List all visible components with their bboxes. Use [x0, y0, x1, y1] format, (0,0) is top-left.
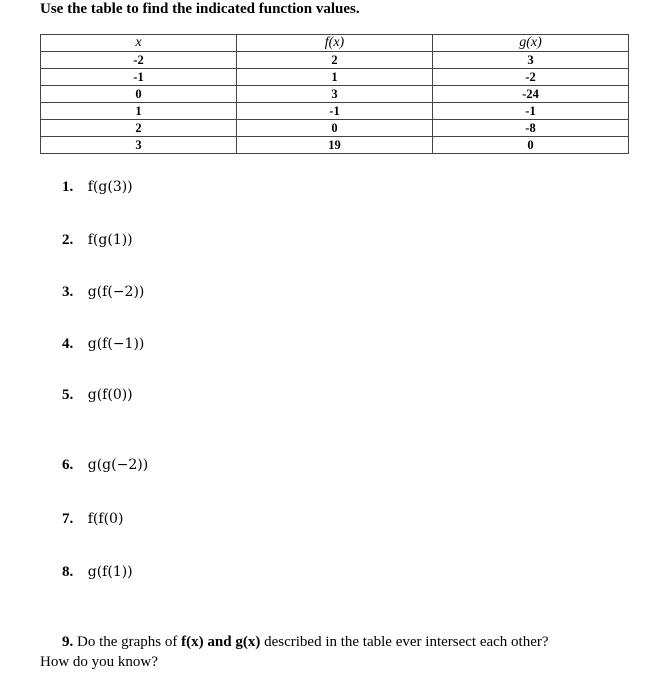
problem-1: [62, 178, 133, 196]
table-cell-fx: 2: [237, 52, 433, 69]
table-row: [41, 120, 629, 137]
problem-5: [62, 386, 133, 404]
question-9-number: 9.: [62, 634, 74, 650]
problem-8: [62, 563, 133, 581]
problem-number: 1.: [62, 179, 74, 195]
table-cell-x: 3: [41, 137, 237, 154]
table-cell-fx: -1: [237, 103, 433, 120]
table-cell-x: 2: [41, 120, 237, 137]
function-values-table: [40, 34, 629, 154]
table-cell-fx: 0: [237, 120, 433, 137]
question-9-text-part1: Do the graphs of: [77, 634, 178, 650]
table-cell-gx: -2: [433, 69, 629, 86]
question-9: [40, 632, 630, 672]
header-gx: g(x): [433, 35, 629, 52]
table-row: [41, 103, 629, 120]
table-header-row: [41, 35, 629, 52]
table-cell-gx: 3: [433, 52, 629, 69]
table-cell-x: 0: [41, 86, 237, 103]
table-row: [41, 137, 629, 154]
problem-number: 5.: [62, 387, 74, 403]
problem-expression: f(f(0): [87, 511, 124, 527]
problem-number: 3.: [62, 284, 74, 300]
problem-3: [62, 283, 144, 301]
problem-expression: g(f(−1)): [87, 336, 145, 352]
table-cell-fx: 1: [237, 69, 433, 86]
problem-expression: f(g(1)): [87, 232, 133, 248]
table-cell-fx: 19: [237, 137, 433, 154]
problem-number: 8.: [62, 564, 74, 580]
question-9-line2: How do you know?: [40, 654, 158, 670]
table-cell-x: 1: [41, 103, 237, 120]
problem-number: 2.: [62, 232, 74, 248]
table-cell-gx: -1: [433, 103, 629, 120]
problem-number: 7.: [62, 511, 74, 527]
header-x: x: [41, 35, 237, 52]
problem-expression: g(f(−2)): [87, 284, 145, 300]
problem-6: [62, 456, 148, 474]
table-cell-x: -1: [41, 69, 237, 86]
problem-expression: g(f(1)): [87, 564, 133, 580]
question-9-gx: g(x): [235, 634, 261, 650]
problem-7: [62, 510, 123, 528]
question-9-fx: f(x): [181, 634, 204, 650]
table-cell-gx: -24: [433, 86, 629, 103]
problem-number: 6.: [62, 457, 74, 473]
header-fx: f(x): [237, 35, 433, 52]
table-row: [41, 52, 629, 69]
table-row: [41, 86, 629, 103]
problem-2: [62, 231, 133, 249]
table-cell-gx: -8: [433, 120, 629, 137]
table-row: [41, 69, 629, 86]
table-cell-gx: 0: [433, 137, 629, 154]
table-cell-fx: 3: [237, 86, 433, 103]
problem-number: 4.: [62, 336, 74, 352]
problem-expression: f(g(3)): [87, 179, 133, 195]
problem-4: [62, 335, 144, 353]
table-cell-x: -2: [41, 52, 237, 69]
problem-expression: g(g(−2)): [87, 457, 149, 473]
instruction-heading: Use the table to find the indicated function values.: [40, 1, 360, 17]
question-9-text-part2: described in the table ever intersect each other?: [264, 634, 549, 650]
question-9-and: and: [207, 634, 232, 650]
problem-expression: g(f(0)): [87, 387, 133, 403]
